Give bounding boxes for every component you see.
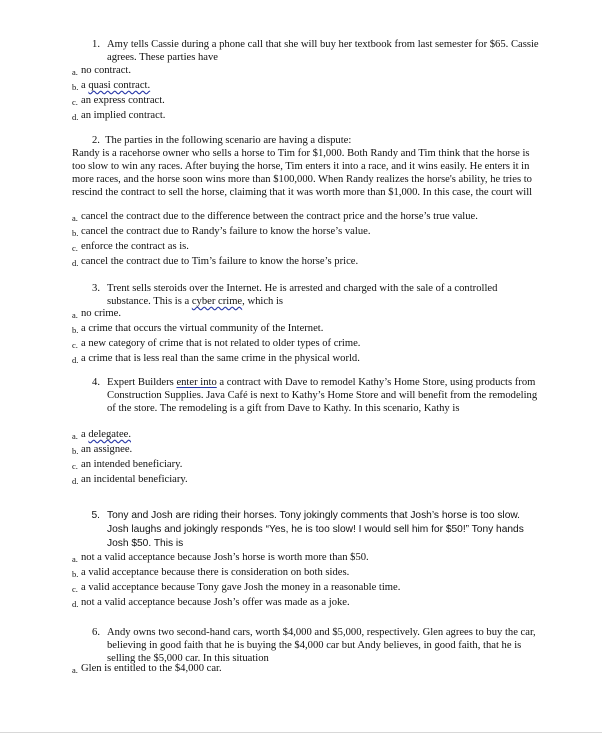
option-b[interactable]: b. a quasi contract. [72, 80, 151, 92]
question-stem: Tony and Josh are riding their horses. Tony jokingly comments that Josh’s horse is too slow. Josh laughs and jokingly responds “Yes, he is too slow! I would sell him for $50!” Tony hands Josh $50. This is [107, 510, 524, 549]
question-1 [72, 38, 542, 64]
option-b[interactable]: b. an assignee. [72, 444, 133, 456]
question-2 [72, 134, 544, 199]
question-number: 3. [92, 283, 100, 294]
question-stem: Expert Builders enter into a contract with Dave to remodel Kathy’s Home Store, using products from Construction Supplies. Java Café is next to Kathy’s Home Store and will benefit from the remodeling of the store. The remodeling is a gift from Dave to Kathy. In this scenario, Kathy is [107, 377, 538, 414]
option-d[interactable]: d. an implied contract. [72, 110, 166, 122]
option-c[interactable]: c. an intended beneficiary. [72, 459, 183, 471]
question-stem: Amy tells Cassie during a phone call that she will buy her textbook from last semester for $65. Cassie agrees. These parties have [107, 39, 539, 63]
option-a[interactable]: a. no crime. [72, 308, 122, 320]
question-3 [72, 282, 542, 308]
option-b[interactable]: b. a valid acceptance because there is consideration on both sides. [72, 567, 350, 579]
option-a[interactable]: a. a delegatee. [72, 429, 131, 441]
question-number: 5. [91, 510, 100, 521]
option-b[interactable]: b. a crime that occurs the virtual community of the Internet. [72, 323, 324, 335]
question-stem-intro: The parties in the following scenario are having a dispute: [105, 135, 352, 146]
question-number: 4. [92, 377, 100, 388]
question-4-options [72, 428, 552, 488]
option-d[interactable]: d. not a valid acceptance because Josh’s offer was made as a joke. [72, 597, 350, 609]
option-d[interactable]: d. cancel the contract due to Tim’s failure to know the horse’s price. [72, 256, 359, 268]
question-stem: Trent sells steroids over the Internet. He is arrested and charged with the sale of a controlled substance. This is a cyber crime, which is [107, 283, 498, 307]
option-c[interactable]: c. an express contract. [72, 95, 165, 107]
option-d[interactable]: d. an incidental beneficiary. [72, 474, 188, 486]
question-6-options [72, 662, 552, 677]
question-number: 2. [92, 135, 100, 146]
question-4 [72, 376, 542, 415]
option-b[interactable]: b. cancel the contract due to Randy’s failure to know the horse’s value. [72, 226, 371, 238]
spellcheck-underlined-term: enter into [176, 377, 217, 388]
option-a[interactable]: a. no contract. [72, 65, 132, 77]
spellcheck-underlined-term: quasi contract. [88, 80, 151, 91]
question-stem: Andy owns two second-hand cars, worth $4,000 and $5,000, respectively. Glen agrees to buy the car, believing in good faith that he is buying the $4,000 car but Andy believes, in good faith, that he is selling the $5,000 car. In this situation [107, 627, 536, 664]
question-1-options [72, 64, 552, 124]
option-c[interactable]: c. a valid acceptance because Tony gave Josh the money in a reasonable time. [72, 582, 401, 594]
option-a[interactable]: a. Glen is entitled to the $4,000 car. [72, 663, 222, 675]
question-2-options [72, 210, 552, 270]
page-divider [0, 732, 602, 733]
option-c[interactable]: c. a new category of crime that is not related to older types of crime. [72, 338, 361, 350]
question-stem: Randy is a racehorse owner who sells a horse to Tim for $1,000. Both Randy and Tim think that the horse is too slow to win any races. After buying the horse, Tim enters it into a race, and it wins easily. He enters it in more races, and the horse soon wins more than $100,000. When Randy realizes the horse's ability, he tries to rescind the contract to sell the horse, claiming that it was worth more than $1,000. In this case, the court will [72, 148, 533, 198]
option-a[interactable]: a. cancel the contract due to the difference between the contract price and the horse’s true value. [72, 211, 478, 223]
question-6 [72, 626, 542, 665]
option-a[interactable]: a. not a valid acceptance because Josh’s horse is worth more than $50. [72, 552, 369, 564]
option-d[interactable]: d. a crime that is less real than the same crime in the physical world. [72, 353, 360, 365]
spellcheck-underlined-term: cyber crime [191, 296, 243, 307]
question-5 [72, 509, 534, 551]
question-number: 1. [92, 39, 100, 50]
question-3-options [72, 307, 552, 367]
question-number: 6. [92, 627, 100, 638]
question-5-options [72, 551, 552, 611]
spellcheck-underlined-term: delegatee. [88, 429, 131, 440]
option-c[interactable]: c. enforce the contract as is. [72, 241, 189, 253]
